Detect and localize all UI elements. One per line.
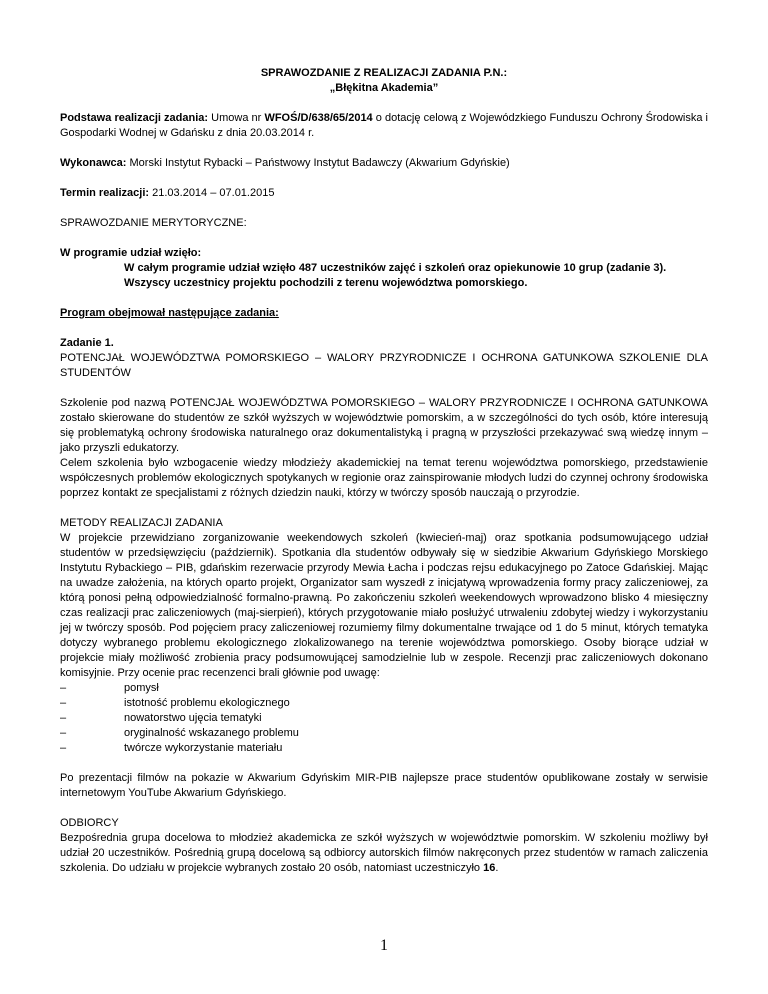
contractor-value: Morski Instytut Rybacki – Państwowy Instytut Badawczy (Akwarium Gdyńskie) xyxy=(126,157,510,169)
page-number: 1 xyxy=(380,937,388,954)
participation-heading: W programie udział wzięło: xyxy=(60,247,202,259)
report-heading: SPRAWOZDANIE MERYTORYCZNE: xyxy=(60,217,247,229)
participation-line2: Wszyscy uczestnicy projektu pochodzili z terenu województwa pomorskiego. xyxy=(124,277,528,289)
basis-label: Podstawa realizacji zadania: xyxy=(60,112,209,124)
basis-paragraph xyxy=(60,111,708,141)
task1-intro: Szkolenie pod nazwą POTENCJAŁ WOJEWÓDZTWA POMORSKIEGO – WALORY PRZYRODNICZE I OCHRONA GATUNKOWA zostało skierowane do studentów ze szkół wyższych w województwie pomorskim, a w szczególności do tych osób, które interesują się problematyką ochrony środowiska naturalnego oraz dokumentalistyką i pragną w przyszłości przekazywać swą wiedzę innym – jako przyszli edukatorzy. xyxy=(60,397,708,454)
bullet-dash: – xyxy=(60,727,67,739)
audience-text: Bezpośrednia grupa docelowa to młodzież akademicka ze szkół wyższych w województwie pomorskim. W szkoleniu możliwy był udział 20 uczestników. Pośrednią grupą docelową są odbiorcy autorskich filmów nakręconych przez studentów w ramach zaliczenia szkolenia. Do udziału w projekcie wybranych zostało 20 osób, natomiast uczestniczyło 16. xyxy=(60,832,708,874)
basis-text2: o dotację celową z Wojewódzkiego Funduszu Ochrony Środowiska i Gospodarki Wodnej w Gdańsku z dnia 20.03.2014 r. xyxy=(60,112,708,139)
criteria-list xyxy=(60,681,708,756)
program-heading: Program obejmował następujące zadania: xyxy=(60,307,279,319)
contractor-label: Wykonawca: xyxy=(60,157,127,169)
methods-heading: METODY REALIZACJI ZADANIA xyxy=(60,517,223,529)
contract-number: WFOŚ/D/638/65/2014 xyxy=(264,112,373,124)
list-item: – istotność problemu ekologicznego xyxy=(60,697,290,709)
list-item: – twórcze wykorzystanie materiału xyxy=(60,742,283,754)
bullet-dash: – xyxy=(60,712,67,724)
term-line xyxy=(60,186,708,201)
list-item: – pomysł xyxy=(60,682,159,694)
term-value: 21.03.2014 – 07.01.2015 xyxy=(149,187,275,199)
participation-line1: W całym programie udział wzięło 487 uczestników zajęć i szkoleń oraz opiekunowie 10 grup (zadanie 3). xyxy=(124,262,667,274)
list-item: – oryginalność wskazanego problemu xyxy=(60,727,299,739)
bullet-dash: – xyxy=(60,682,67,694)
contractor-line xyxy=(60,156,708,171)
methods-after: Po prezentacji filmów na pokazie w Akwarium Gdyńskim MIR-PIB najlepsze prace studentów opublikowane zostały w serwisie internetowym YouTube Akwarium Gdyńskiego. xyxy=(60,772,708,799)
bullet-dash: – xyxy=(60,697,67,709)
task1-label: Zadanie 1. xyxy=(60,337,114,349)
task1-title: POTENCJAŁ WOJEWÓDZTWA POMORSKIEGO – WALORY PRZYRODNICZE I OCHRONA GATUNKOWA SZKOLENIE DLA STUDENTÓW xyxy=(60,352,708,379)
document-title: SPRAWOZDANIE Z REALIZACJI ZADANIA P.N.: xyxy=(260,67,508,79)
task1-goal: Celem szkolenia było wzbogacenie wiedzy młodzieży akademickiej na temat terenu województwa pomorskiego, przedstawienie współczesnych problemów ekologicznych spotykanych w regionie oraz zainspirowanie młodych ludzi do czynnej ochrony środowiska poprzez kontakt ze specjalistami z różnych dziedzin nauki, którzy w twórczy sposób nauczają o przyrodzie. xyxy=(60,457,708,499)
term-label: Termin realizacji: xyxy=(60,187,150,199)
audience-heading: ODBIORCY xyxy=(60,817,119,829)
bullet-dash: – xyxy=(60,742,67,754)
audience-count: 16 xyxy=(483,862,496,874)
document-page xyxy=(60,66,708,876)
methods-text: W projekcie przewidziano zorganizowanie weekendowych szkoleń (kwiecień-maj) oraz spotkania podsumowującego udział studentów w przedsięwzięciu (październik). Spotkania dla studentów odbywały się w siedzibie Akwarium Gdyńskiego Morskiego Instytutu Rybackiego – PIB, gdańskim rezerwacie przyrody Mewia Łacha i podczas rejsu edukacyjnego po Zatoce Gdańskiej. Mając na uwadze założenia, na których oparto projekt, Organizator sam wyszedł z inicjatywą wprowadzenia formy pracy zaliczeniowej, za którą ponosi pełną odpowiedzialność formalno-prawną. Po zakończeniu szkoleń weekendowych wprowadzono blisko 4 miesięczny czas realizacji prac zaliczeniowych (maj-sierpień), których przygotowanie miało posłużyć utrwaleniu zdobytej wiedzy i wykorzystaniu jej w twórczy sposób. Pod pojęciem pracy zaliczeniowej rozumiemy filmy dokumentalne trwające od 1 do 5 minut, których tematyka dotyczy wybranego problemu ekologicznego zlokalizowanego na terenie województwa pomorskiego. Osoby biorące udział w projekcie miały możliwość zrobienia pracy podsumowującej samodzielnie lub w zespole. Recenzji prac zaliczeniowych dokonano komisyjnie. Przy ocenie prac recenzenci brali głównie pod uwagę: xyxy=(60,532,708,679)
basis-text1: Umowa nr xyxy=(208,112,265,124)
document-subtitle: „Błękitna Akademia” xyxy=(329,82,439,94)
list-item: – nowatorstwo ujęcia tematyki xyxy=(60,712,262,724)
